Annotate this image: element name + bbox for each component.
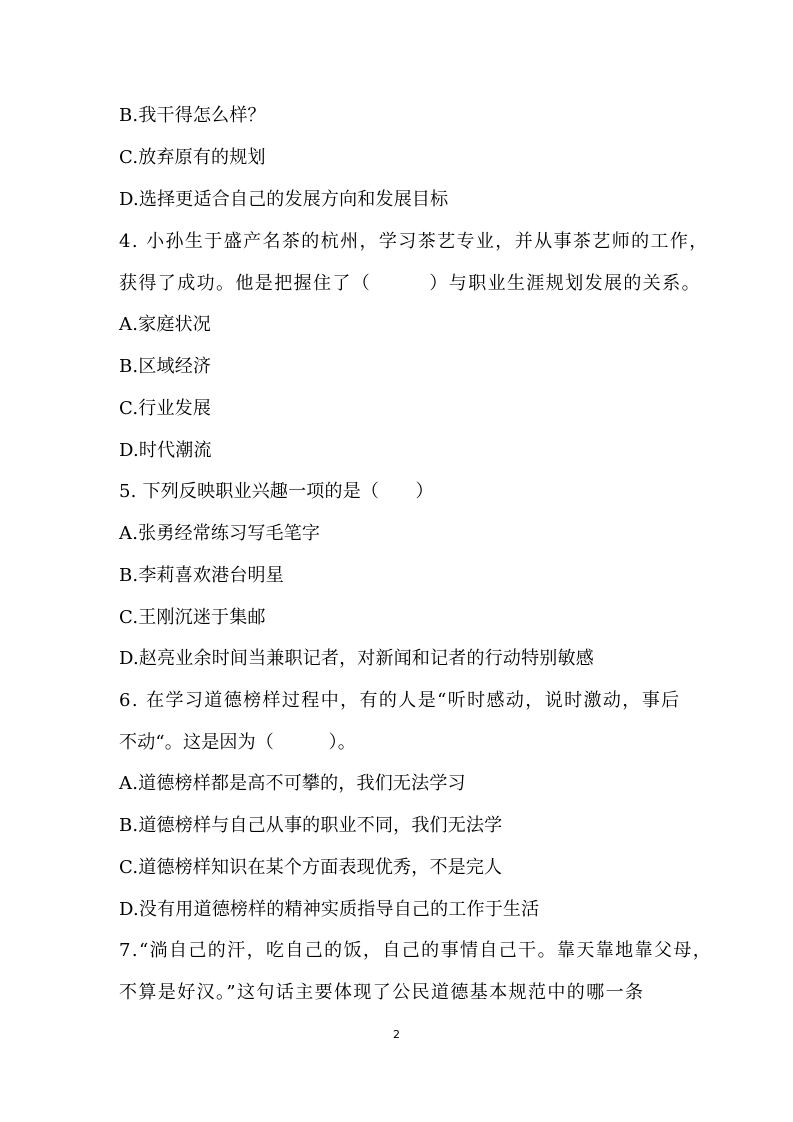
option-a-q5: A.张勇经常练习写毛笔字 <box>119 523 321 544</box>
question-4-line-1: 4. 小孙生于盛产名茶的杭州，学习茶艺专业，并从事茶艺师的工作， <box>119 231 709 252</box>
question-5: 5. 下列反映职业兴趣一项的是（ ） <box>119 481 434 502</box>
option-b-q3: B.我干得怎么样？ <box>119 105 266 126</box>
option-d-q6: D.没有用道德榜样的精神实质指导自己的工作于生活 <box>119 899 540 920</box>
question-7-line-2: 不算是好汉。”这句话主要体现了公民道德基本规范中的哪一条 <box>119 982 645 1003</box>
question-7-line-1: 7.“淌自己的汗，吃自己的饭，自己的事情自己干。靠天靠地靠父母， <box>119 940 713 961</box>
question-6-line-1: 6. 在学习道德榜样过程中，有的人是“听时感动，说时激动，事后 <box>119 690 681 711</box>
option-c-q4: C.行业发展 <box>119 398 212 419</box>
option-c-q5: C.王刚沉迷于集邮 <box>119 607 266 628</box>
option-b-q6: B.道德榜样与自己从事的职业不同，我们无法学 <box>119 815 503 836</box>
question-4-line-2: 获得了成功。他是把握住了（ ）与职业生涯规划发展的关系。 <box>119 273 701 294</box>
option-c-q6: C.道德榜样知识在某个方面表现优秀，不是完人 <box>119 857 503 878</box>
page-number: 2 <box>393 1028 400 1041</box>
option-a-q4: A.家庭状况 <box>119 314 211 335</box>
question-6-line-2: 不动“。这是因为（ ）。 <box>119 732 357 753</box>
option-d-q4: D.时代潮流 <box>119 440 212 461</box>
option-d-q5: D.赵亮业余时间当兼职记者，对新闻和记者的行动特别敏感 <box>119 648 594 669</box>
option-c-q3: C.放弃原有的规划 <box>119 147 266 168</box>
option-b-q4: B.区域经济 <box>119 356 212 377</box>
option-b-q5: B.李莉喜欢港台明星 <box>119 565 284 586</box>
option-a-q6: A.道德榜样都是高不可攀的，我们无法学习 <box>119 773 466 794</box>
option-d-q3: D.选择更适合自己的发展方向和发展目标 <box>119 189 449 210</box>
